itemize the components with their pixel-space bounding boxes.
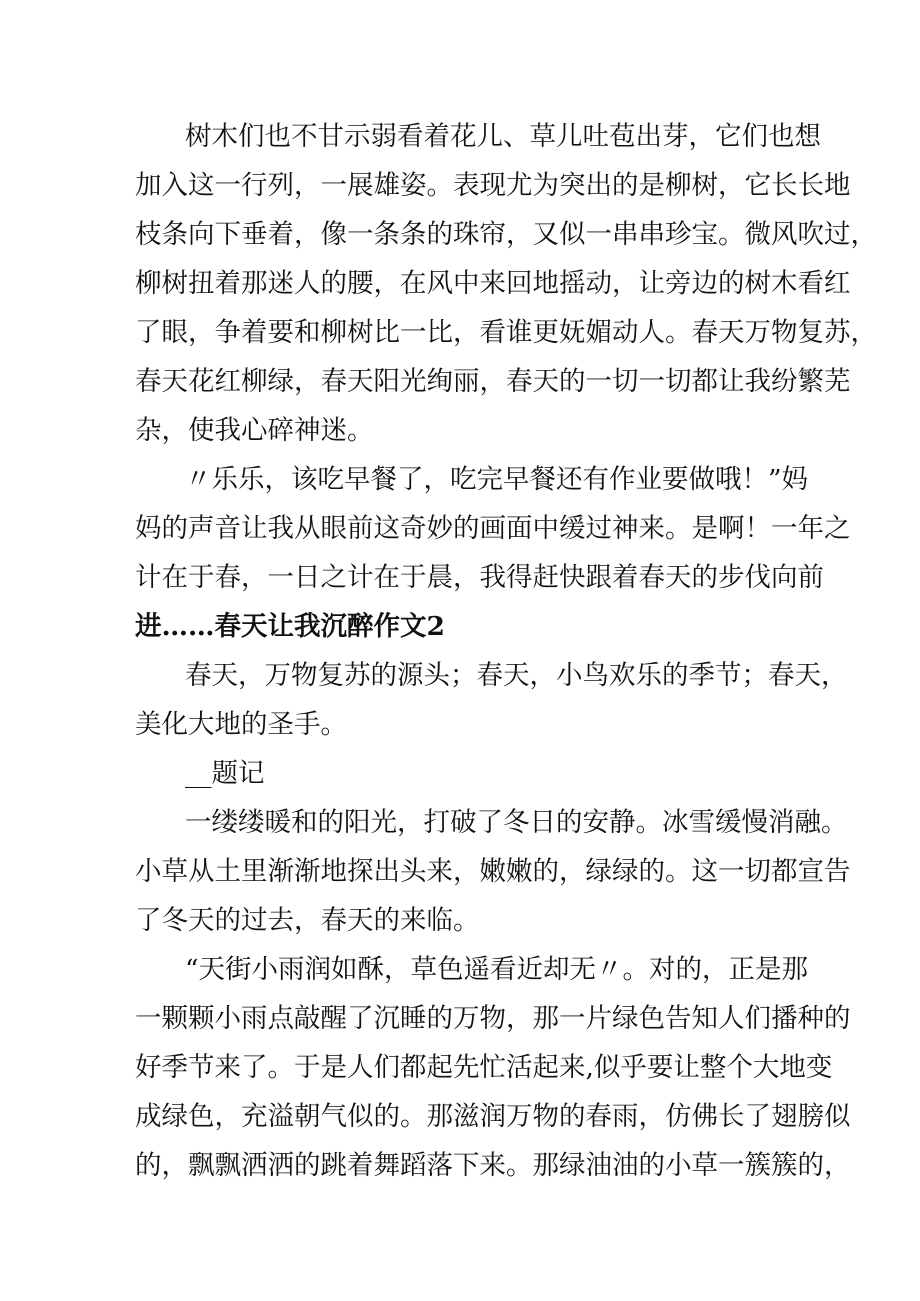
text-line-16: 小草从土里渐渐地探出头来，嫩嫩的，绿绿的。这一切都宣告	[135, 856, 851, 887]
text-line-2: 加入这一行列，一展雄姿。表现尤为突出的是柳树，它长长地	[135, 170, 851, 201]
text-line-22: 的，飘飘洒洒的跳着舞蹈落下来。那绿油油的小草一簇簇的，	[135, 1150, 851, 1181]
text-line-8: 〃乐乐，该吃早餐了，吃完早餐还有作业要做哦！”妈	[185, 464, 809, 495]
text-line-18: “天街小雨润如酥，草色遥看近却无〃。对的，正是那	[185, 954, 809, 985]
text-line-4: 柳树扭着那迷人的腰，在风中来回地摇动，让旁边的树木看红	[135, 268, 851, 299]
text-line-3: 枝条向下垂着，像一条条的珠帘，又似一串串珍宝。微风吹过，	[135, 219, 877, 250]
text-line-12: 春天，万物复苏的源头；春天，小鸟欢乐的季节；春天，	[185, 660, 848, 691]
document-body	[135, 112, 877, 1190]
text-line-15: 一缕缕暖和的阳光，打破了冬日的安静。冰雪缓慢消融。	[185, 807, 848, 838]
text-line-17: 了冬天的过去，春天的来临。	[135, 905, 480, 936]
text-line-5: 了眼，争着要和柳树比一比，看谁更妩媚动人。春天万物复苏，	[135, 317, 877, 348]
epigraph-label: __题记	[185, 758, 265, 789]
text-line-6: 春天花红柳绿，春天阳光绚丽，春天的一切一切都让我纷繁芜	[135, 366, 851, 397]
text-line-19: 一颗颗小雨点敲醒了沉睡的万物，那一片绿色告知人们播种的	[135, 1003, 851, 1034]
text-line-20: 好季节来了。于是人们都起先忙活起来,似乎要让整个大地变	[135, 1052, 833, 1083]
text-line-13: 美化大地的圣手。	[135, 709, 347, 740]
text-line-7: 杂，使我心碎神迷。	[135, 415, 374, 446]
text-line-10: 计在于春，一日之计在于晨，我得赶快跟着春天的步伐向前	[135, 562, 824, 593]
text-line-1: 树木们也不甘示弱看着花儿、草儿吐苞出芽，它们也想	[185, 121, 821, 152]
text-line-21: 成绿色，充溢朝气似的。那滋润万物的春雨，仿佛长了翅膀似	[135, 1101, 851, 1132]
text-line-9: 妈的声音让我从眼前这奇妙的画面中缓过神来。是啊！一年之	[135, 513, 851, 544]
article-title-line: 进……春天让我沉醉作文2	[135, 611, 445, 642]
